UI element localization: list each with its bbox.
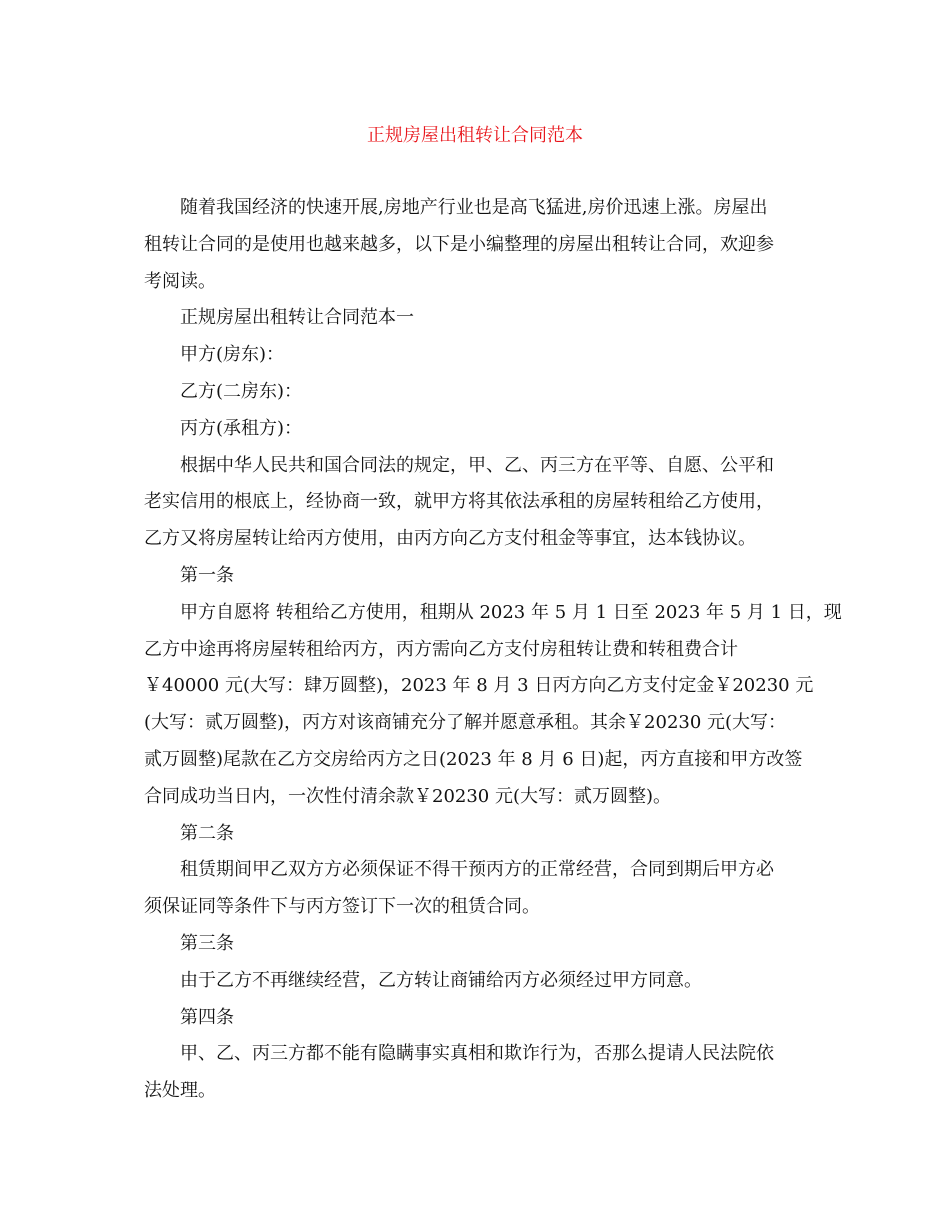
article-2-line: 须保证同等条件下与丙方签订下一次的租赁合同。	[144, 896, 540, 918]
party-b-label: 乙方(二房东)：	[180, 380, 303, 402]
article-2-heading: 第二条	[180, 822, 234, 844]
article-3-line: 由于乙方不再继续经营，乙方转让商铺给丙方必须经过甲方同意。	[180, 969, 702, 991]
preamble-line: 老实信用的根底上，经协商一致，就甲方将其依法承租的房屋转租给乙方使用，	[144, 491, 774, 513]
article-1-paragraph	[144, 595, 842, 816]
intro-line: 考阅读。	[144, 270, 216, 292]
party-c-paragraph	[144, 411, 808, 448]
preamble-paragraph	[144, 448, 808, 558]
contract-subtitle: 正规房屋出租转让合同范本一	[180, 307, 414, 329]
preamble-line: 根据中华人民共和国合同法的规定，甲、乙、丙三方在平等、自愿、公平和	[180, 454, 774, 476]
party-a-label: 甲方(房东)：	[180, 344, 285, 366]
article-1-line: 贰万圆整)尾款在乙方交房给丙方之日(2023 年 8 月 6 日)起，丙方直接和甲方改签	[144, 748, 803, 770]
party-c-label: 丙方(承租方)：	[180, 417, 303, 439]
article-3-paragraph	[144, 963, 808, 1000]
article-3-heading-paragraph	[144, 926, 808, 963]
article-4-line: 甲、乙、丙三方都不能有隐瞒事实真相和欺诈行为，否那么提请人民法院依	[180, 1043, 774, 1065]
article-1-heading: 第一条	[180, 564, 234, 586]
contract-subtitle-paragraph	[144, 300, 808, 337]
article-4-paragraph	[144, 1036, 808, 1110]
article-2-line: 租赁期间甲乙双方方必须保证不得干预丙方的正常经营，合同到期后甲方必	[180, 859, 774, 881]
document-title: 正规房屋出租转让合同范本	[367, 125, 583, 146]
preamble-line: 乙方又将房屋转让给丙方使用，由丙方向乙方支付租金等事宜，达本钱协议。	[144, 528, 756, 550]
article-2-paragraph	[144, 852, 808, 926]
article-1-line: 甲方自愿将 转租给乙方使用，租期从 2023 年 5 月 1 日至 2023 年 5 月 1 日，现	[180, 601, 842, 623]
article-4-line: 法处理。	[144, 1080, 216, 1102]
article-1-line: (大写：贰万圆整)，丙方对该商铺充分了解并愿意承租。其余￥20230 元(大写：	[144, 712, 787, 734]
article-1-heading-paragraph	[144, 558, 808, 595]
article-1-line: ￥40000 元(大写：肆万圆整)，2023 年 8 月 3 日丙方向乙方支付定金￥20230 元	[144, 675, 814, 697]
article-1-line: 合同成功当日内，一次性付清余款￥20230 元(大写：贰万圆整)。	[144, 785, 672, 807]
intro-line: 租转让合同的是使用也越来越多，以下是小编整理的房屋出租转让合同，欢迎参	[144, 233, 774, 255]
article-4-heading-paragraph	[144, 1000, 808, 1037]
party-a-paragraph	[144, 337, 808, 374]
article-1-line: 乙方中途再将房屋转租给丙方，丙方需向乙方支付房租转让费和转租费合计	[144, 638, 738, 660]
intro-paragraph	[144, 190, 808, 300]
party-b-paragraph	[144, 374, 808, 411]
document-body	[144, 190, 842, 1110]
article-4-heading: 第四条	[180, 1006, 234, 1028]
article-3-heading: 第三条	[180, 932, 234, 954]
article-2-heading-paragraph	[144, 816, 808, 853]
intro-line: 随着我国经济的快速开展,房地产行业也是高飞猛进,房价迅速上涨。房屋出	[180, 197, 768, 218]
